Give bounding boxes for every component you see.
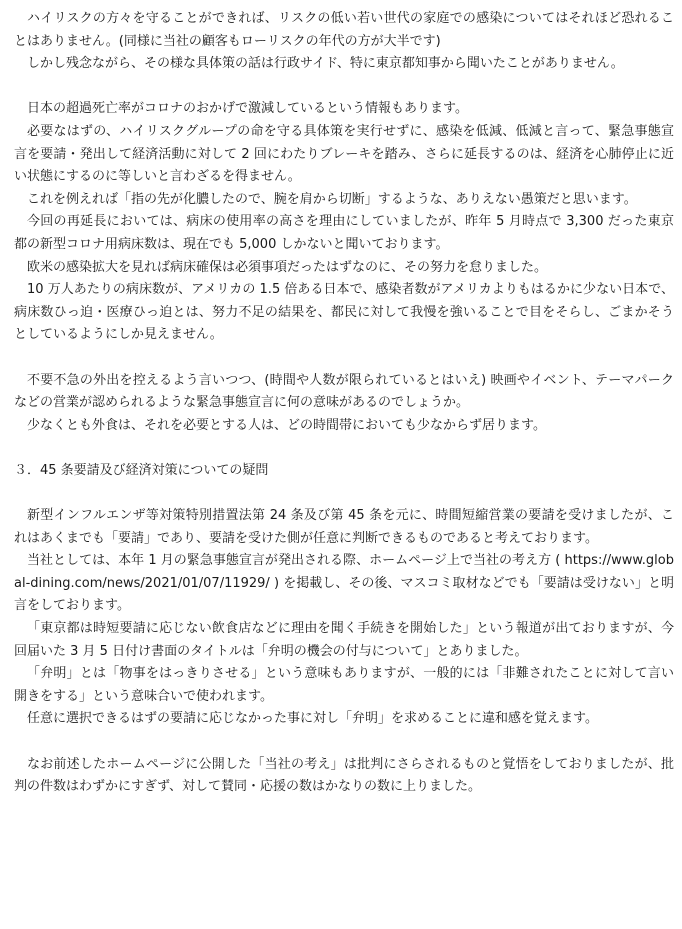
document-page [14,8,674,799]
paragraph: これを例えれば「指の先が化膿したので、腕を肩から切断」するような、ありえない愚策だと思います。 [27,191,637,207]
paragraph-spacer [14,76,674,99]
section-heading: ３．45 条要請及び経済対策についての疑問 [14,462,269,478]
paragraph: 必要なはずの、ハイリスクグループの命を守る具体策を実行せずに、感染を低減、低減と言って、緊急事態宣言を要請・発出して経済活動に対して 2 回にわたりブレーキを踏み、さらに延長するのは、経済を心肺停止に近い状態にするのに等しいと言わざるを得ません。 [14,123,674,185]
paragraph: 日本の超過死亡率がコロナのおかげで激減しているという情報もあります。 [27,101,468,117]
paragraph: 欧米の感染拡大を見れば病床確保は必須事項だったはずなのに、その努力を怠りました。 [27,259,548,275]
paragraph: 任意に選択できるはずの要請に応じなかった事に対し「弁明」を求めることに違和感を覚えます。 [27,711,598,727]
paragraph: 「弁明」とは「物事をはっきりさせる」という意味もありますが、一般的には「非難されたことに対して言い開きをする」という意味合いで使われます。 [14,666,674,704]
paragraph: 10 万人あたりの病床数が、アメリカの 1.5 倍ある日本で、感染者数がアメリカよりもはるかに少ない日本で、病床数ひっ迫・医療ひっ迫とは、努力不足の結果を、都民に対して我慢を強いることで目をそらし、ごまかそうとしているようにしか見えません。 [14,282,674,343]
paragraph: 「東京都は時短要請に応じない飲食店などに理由を聞く手続きを開始した」という報道が出ておりますが、今回届いた 3 月 5 日付け書面のタイトルは「弁明の機会の付与について」とありました。 [14,621,674,659]
paragraph: しかし残念ながら、その様な具体策の話は行政サイド、特に東京都知事から聞いたことがありません。 [27,56,624,72]
paragraph: なお前述したホームページに公開した「当社の考え」は批判にさらされるものと覚悟をしておりましたが、批判の件数はわずかにすぎず、対して賛同・応援の数はかなりの数に上りました。 [14,756,674,795]
paragraph: 新型インフルエンザ等対策特別措置法第 24 条及び第 45 条を元に、時間短縮営業の要請を受けましたが、これはあくまでも「要請」であり、要請を受けた側が任意に判断できるものであると考えております。 [14,508,674,546]
paragraph-spacer [14,482,674,505]
paragraph-spacer [14,437,674,460]
paragraph-spacer [14,731,674,754]
paragraph: 今回の再延長においては、病床の使用率の高さを理由にしていましたが、昨年 5 月時点で 3,300 だった東京都の新型コロナ用病床数は、現在でも 5,000 しかないと聞いております。 [14,214,674,252]
paragraph: 当社としては、本年 1 月の緊急事態宣言が発出される際、ホームページ上で当社の考え方 ( https://www.global-dining.com/news/2021/01/07/11929/ ) を掲載し、その後、マスコミ取材などでも「要請は受けない」と明言をしております。 [14,553,674,614]
paragraph: 不要不急の外出を控えるよう言いつつ、(時間や人数が限られているとはいえ) 映画やイベント、テーマパークなどの営業が認められるような緊急事態宣言に何の意味があるのでしょうか。 [14,372,674,411]
paragraph: ハイリスクの方々を守ることができれば、リスクの低い若い世代の家庭での感染についてはそれほど恐れることはありません。(同様に当社の顧客もローリスクの年代の方が大半です) [14,11,674,49]
paragraph-spacer [14,347,674,370]
paragraph: 少なくとも外食は、それを必要とする人は、どの時間帯においても少なからず居ります。 [27,417,546,433]
